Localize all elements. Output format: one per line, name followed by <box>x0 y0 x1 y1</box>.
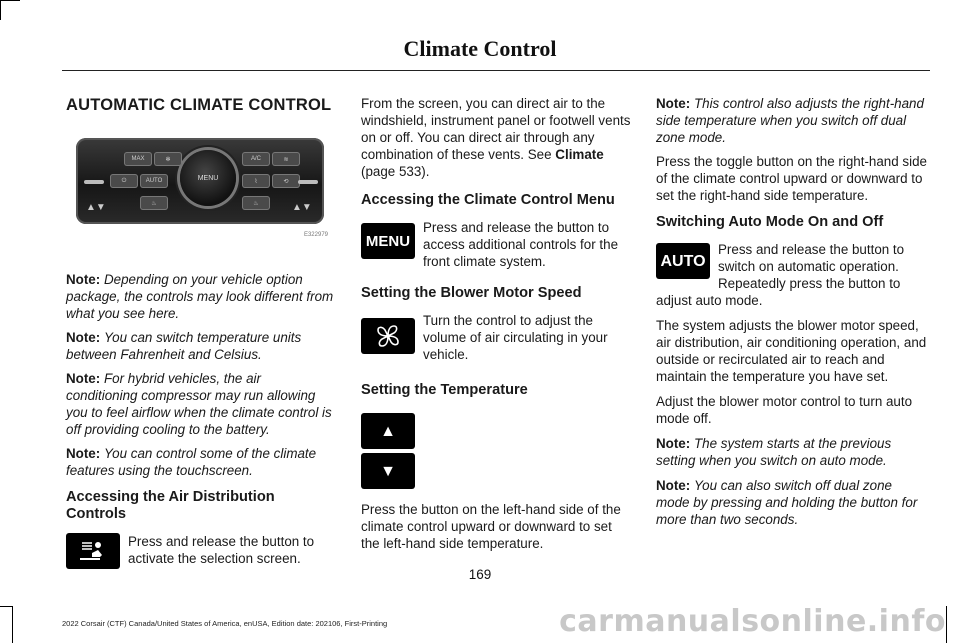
intro-paragraph <box>361 95 633 180</box>
section-heading: AUTOMATIC CLIMATE CONTROL <box>66 96 332 114</box>
note-label: Note: <box>656 436 691 451</box>
note-text: You can switch temperature units between Fahrenheit and Celsius. <box>66 330 302 362</box>
note <box>66 329 336 363</box>
climate-link[interactable]: Climate <box>555 147 604 162</box>
column-left <box>66 95 336 114</box>
up-arrow: ▲ <box>380 422 396 440</box>
subheading-blower: Setting the Blower Motor Speed <box>361 285 582 301</box>
auto-icon <box>656 243 710 279</box>
panel-fan-button: ✻ <box>154 152 182 166</box>
panel-defrost-button: ≋ <box>272 152 300 166</box>
panel-right-arrows: ▲▼ <box>292 202 312 213</box>
note-label: Note: <box>66 330 101 345</box>
column-middle <box>361 95 633 552</box>
auto-icon-label: AUTO <box>660 252 706 270</box>
air-distribution-icon <box>66 533 120 569</box>
toggle-text: Press the toggle button on the right-hand side of the climate control upward or downward to set the right-hand side temperature. <box>656 154 927 203</box>
panel-auto-button: AUTO <box>140 174 168 188</box>
panel-seat-left-button: ♨ <box>140 196 168 210</box>
note-text: For hybrid vehicles, the air conditioning compressor may run allowing you to feel airflow when the climate control is off providing cooling to the battery. <box>66 371 332 437</box>
blower-text: Turn the control to adjust the volume of air circulating in your vehicle. <box>423 313 608 362</box>
air-distribution-text: Press and release the button to activate the selection screen. <box>128 534 315 566</box>
menu-icon-label: MENU <box>365 232 411 250</box>
panel-airflow-button: ⌇ <box>242 174 270 188</box>
image-id: E322979 <box>303 232 328 238</box>
panel-right-bar <box>298 180 318 184</box>
note-label: Note: <box>66 272 101 287</box>
down-arrow: ▼ <box>380 462 396 480</box>
subheading-air-distribution: Accessing the Air Distribution Controls <box>66 489 275 522</box>
crop-mark <box>946 606 947 643</box>
menu-text: Press and release the button to access additional controls for the front climate system. <box>423 220 619 269</box>
crop-mark <box>12 606 13 643</box>
panel-left-bar <box>84 180 104 184</box>
page-number: 169 <box>468 567 492 582</box>
note-text: The system starts at the previous setting when you switch on auto mode. <box>656 436 892 468</box>
subheading-auto: Switching Auto Mode On and Off <box>656 214 884 230</box>
note-text: This control also adjusts the right-hand side temperature when you switch off dual zone mode. <box>656 96 924 145</box>
note-label: Note: <box>66 446 101 461</box>
note <box>66 370 336 438</box>
intro-text: From the screen, you can direct air to the windshield, instrument panel or footwell vents on or off. You can direct air through any combination of these vents. See <box>361 96 631 162</box>
climate-panel-image <box>66 132 334 238</box>
note-text: You can control some of the climate features using the touchscreen. <box>66 446 317 478</box>
note <box>656 95 928 146</box>
panel-ac-button: A/C <box>242 152 270 166</box>
note-text: You can also switch off dual zone mode by pressing and holding the button for more than two seconds. <box>656 478 918 527</box>
header-divider <box>62 70 930 71</box>
auto-text-content: Press and release the button to switch on automatic operation. Repeatedly press the button to adjust auto mode. <box>656 242 905 308</box>
climate-panel-body <box>76 138 324 224</box>
note-label: Note: <box>656 478 691 493</box>
temp-down-icon <box>361 453 415 489</box>
note-label: Note: <box>656 96 691 111</box>
subheading-temperature: Setting the Temperature <box>361 382 528 398</box>
menu-row <box>361 219 633 277</box>
note <box>656 435 928 469</box>
temp-up-icon <box>361 413 415 449</box>
column-right <box>656 95 928 528</box>
page-title: Climate Control <box>403 36 557 61</box>
temp-up-row <box>361 413 633 453</box>
note-label: Note: <box>66 371 101 386</box>
footer-text: 2022 Corsair (CTF) Canada/United States of America, enUSA, Edition date: 202106, First-Printing <box>62 619 388 628</box>
note <box>66 445 336 479</box>
panel-recirc-button: ⟲ <box>272 174 300 188</box>
fan-icon <box>361 318 415 354</box>
temperature-text: Press the button on the left-hand side of the climate control upward or downward to set the left-hand side temperature. <box>361 502 621 551</box>
blower-row <box>361 312 633 370</box>
watermark: carmanualsonline.info <box>559 604 946 639</box>
panel-max-button: MAX <box>124 152 152 166</box>
crop-mark <box>0 0 20 1</box>
menu-icon <box>361 223 415 259</box>
temp-down-row <box>361 453 633 495</box>
notes-block <box>66 271 336 573</box>
note <box>656 477 928 528</box>
page-ref: (page 533). <box>361 164 430 179</box>
auto-row <box>656 241 928 309</box>
subheading-menu: Accessing the Climate Control Menu <box>361 192 615 208</box>
panel-left-arrows: ▲▼ <box>86 202 106 213</box>
note <box>66 271 336 322</box>
system-text: The system adjusts the blower motor speed, air distribution, air conditioning operation, and outside or recirculated air to reach and maintain the temperature you have set. <box>656 318 927 384</box>
note-text: Depending on your vehicle option package, the controls may look different from what you see here. <box>66 272 334 321</box>
blower-knob: MENU <box>180 150 236 206</box>
crop-mark <box>0 0 1 20</box>
adjust-text: Adjust the blower motor control to turn auto mode off. <box>656 394 913 426</box>
panel-seat-right-button: ♨ <box>242 196 270 210</box>
panel-power-button: ⏻ <box>110 174 138 188</box>
crop-mark <box>0 606 12 607</box>
